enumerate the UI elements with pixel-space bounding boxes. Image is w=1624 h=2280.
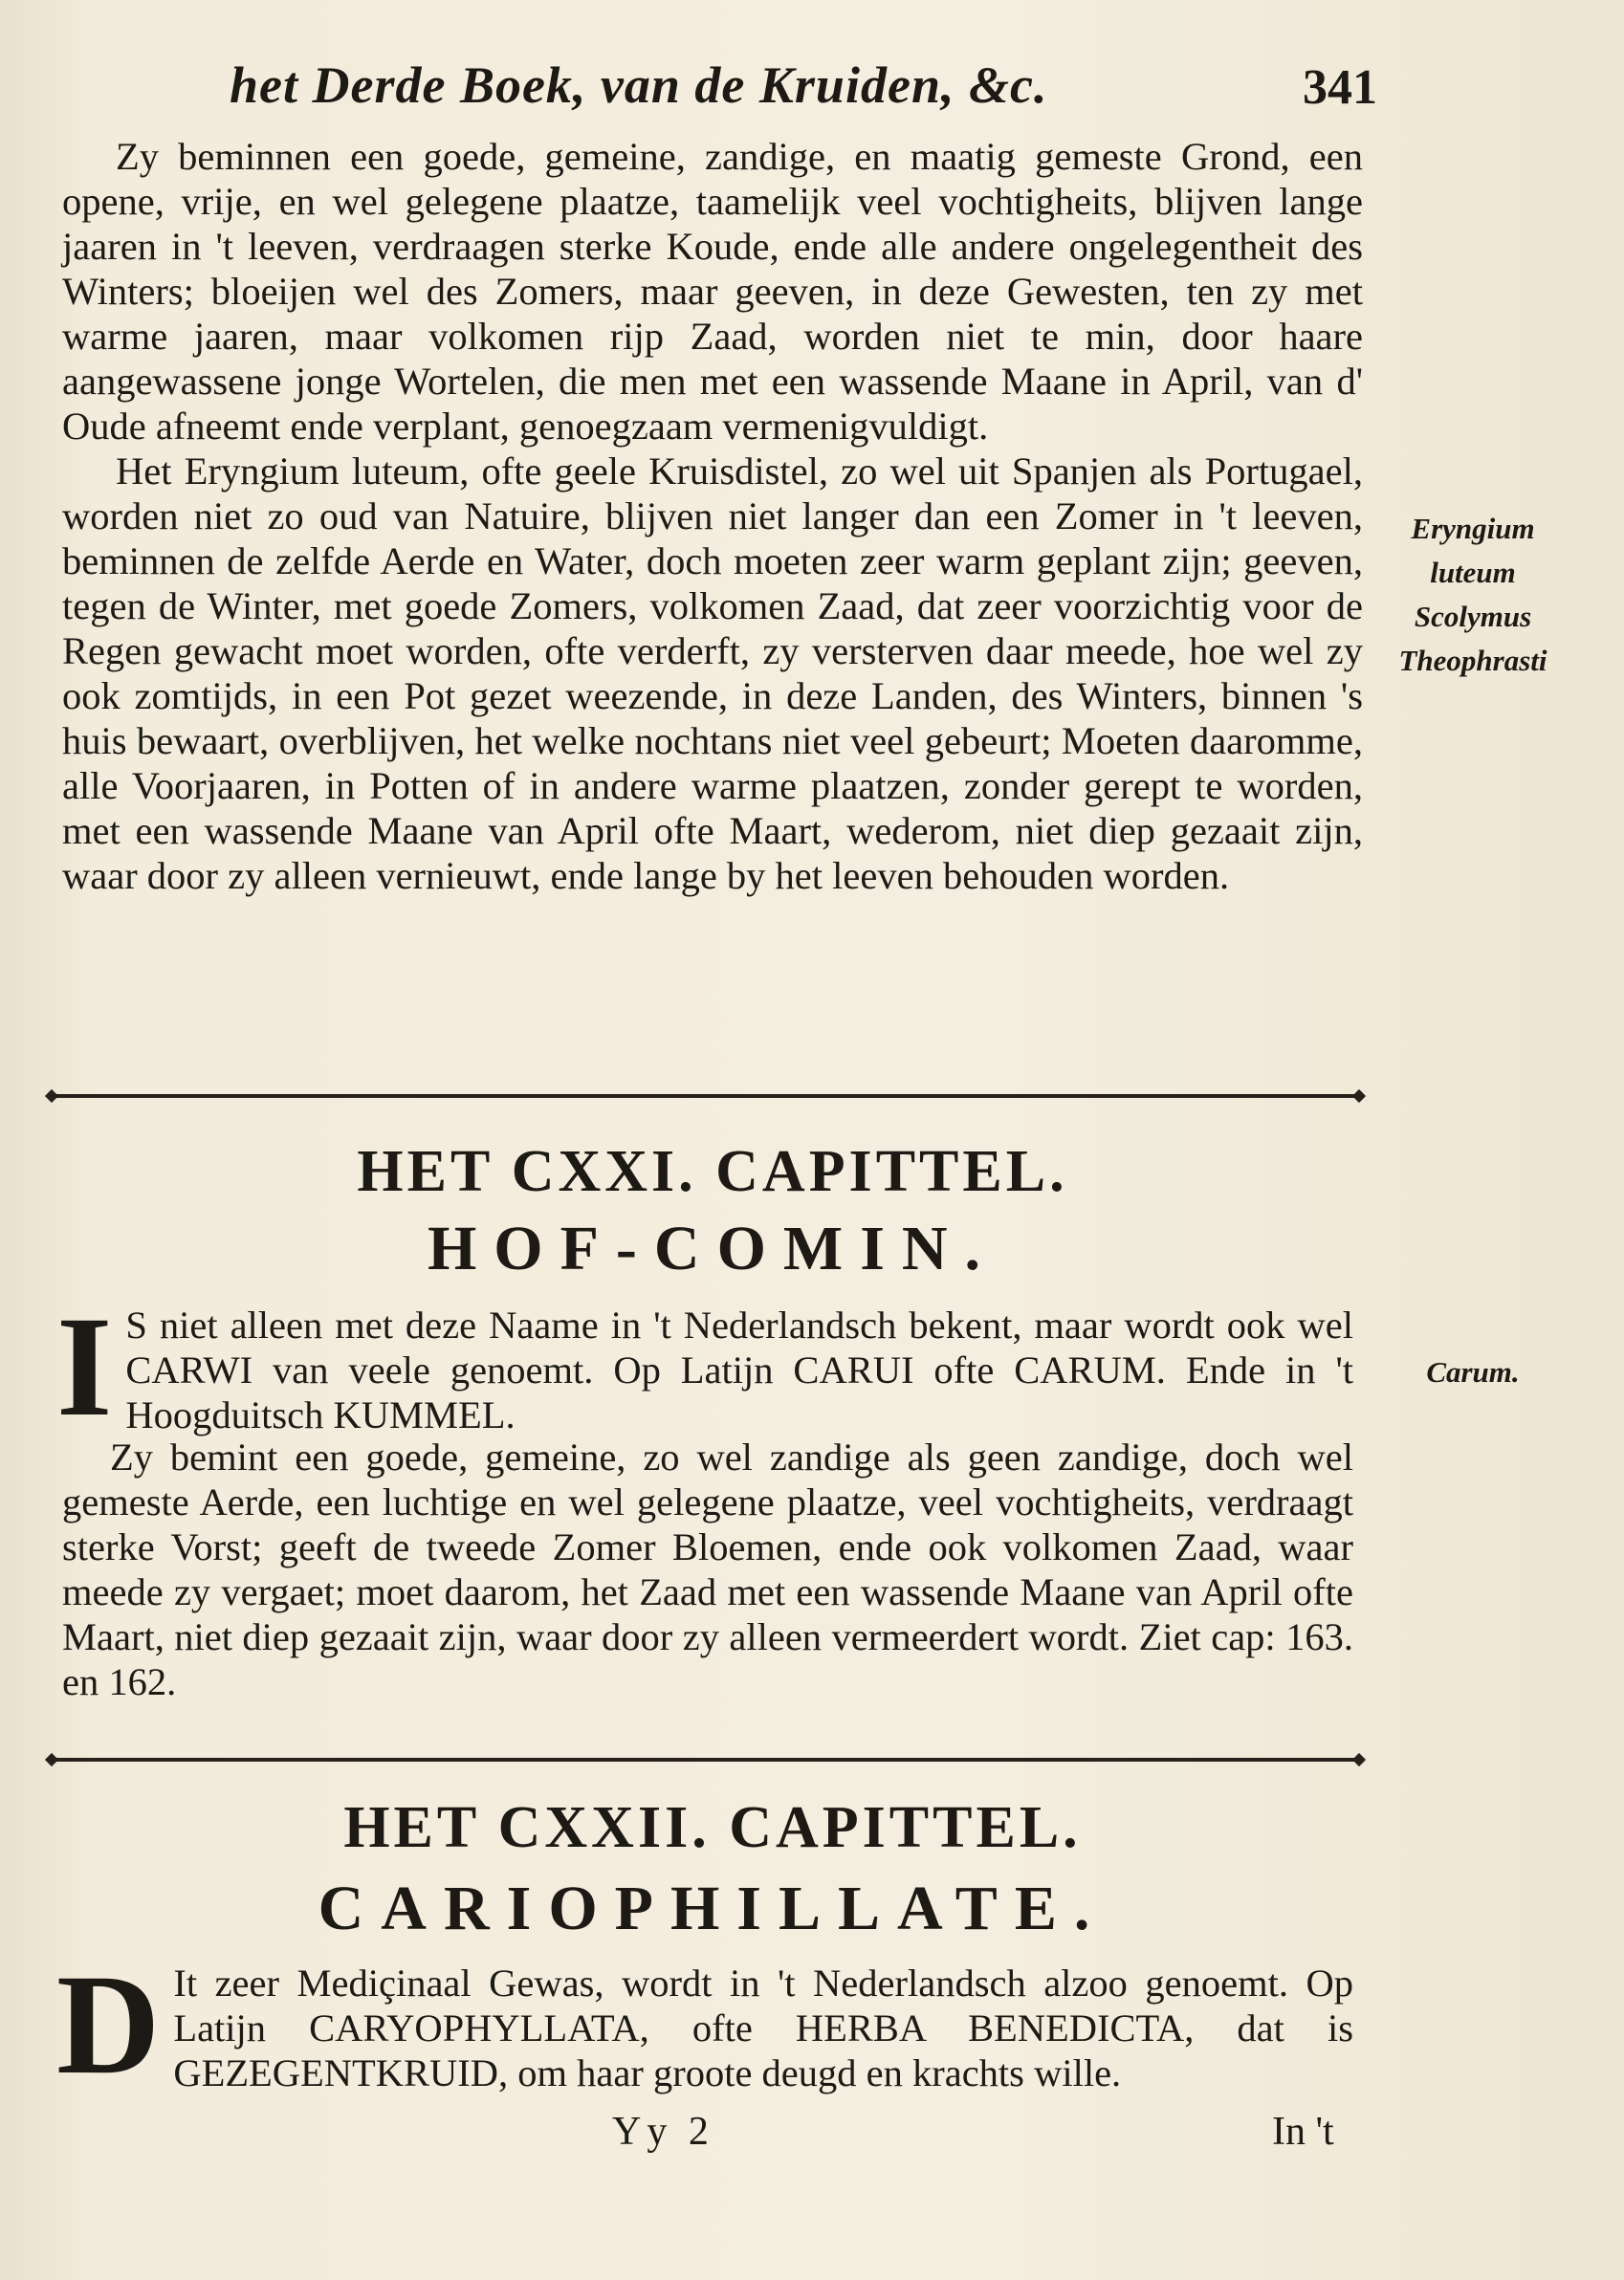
chapter-121-intro: [56, 1287, 1353, 1446]
chapter-121-intro-text: S niet alleen met deze Naame in 't Nederlandsch bekent, maar wordt ook wel CARWI van veele genoemt. Op Latijn CARUI ofte CARUM. Ende in 't Hoogduitsch KUMMEL.: [125, 1304, 1353, 1436]
chapter-121-paragraph: [62, 1435, 1353, 1704]
signature-mark: Yy 2: [612, 2110, 714, 2154]
page-number: 341: [1303, 60, 1377, 115]
chapter-121-plant-title: HOF-COMIN.: [427, 1214, 999, 1283]
section-1-text: [62, 134, 1363, 898]
paragraph-1: Zy beminnen een goede, gemeine, zandige, en maatig gemeste Grond, een opene, vrije, en wel gelegene plaatze, taamelijk veel vochtigheits, blijven lange jaaren in 't leeven, verdraagen sterke Koude, ende alle andere ongelegentheit des Winters; bloeijen wel des Zomers, maar geeven, in deze Gewesten, ten zy met warme jaaren, maar volkomen rijp Zaad, worden niet te min, door haare aangewassene jonge Wortelen, die men met een wassende Maane in April, van d' Oude afneemt ende verplant, genoegzaam vermenigvuldigt.: [62, 135, 1363, 448]
section-divider-2: [53, 1758, 1358, 1762]
drop-cap-i: I: [56, 1287, 113, 1446]
margin-note-carum: Carum.: [1426, 1355, 1520, 1389]
chapter-121-title: HET CXXI. CAPITTEL.: [357, 1139, 1068, 1204]
chapter-121-paragraph-text: Zy bemint een goede, gemeine, zo wel zandige als geen zandige, doch wel gemeste Aerde, een luchtige en wel gelegene plaatze, veel vochtigheits, verdraagt sterke Vorst; geeft de tweede Zomer Bloemen, ende ook volkomen Zaad, waar meede zy vergaet; moet daarom, het Zaad met een wassende Maane van April ofte Maart, niet diep gezaait zijn, waar door zy alleen vermeerdert wordt. Ziet cap: 163. en 162.: [62, 1436, 1353, 1703]
chapter-122-intro: [56, 1945, 1353, 2104]
margin-note-eryngium: Eryngium luteum: [1411, 512, 1535, 589]
chapter-122-plant-title: CARIOPHILLATE.: [318, 1874, 1108, 1943]
chapter-122-intro-text: It zeer Mediçinaal Gewas, wordt in 't Nederlandsch alzoo genoemt. Op Latijn CARYOPHYLLATA, ofte HERBA BENEDICTA, dat is GEZEGENTKRUID, om haar groote deugd en krachts wille.: [173, 1962, 1353, 2094]
paragraph-2: Het Eryngium luteum, ofte geele Kruisdistel, zo wel uit Spanjen als Portugael, worden niet zo oud van Natuire, blijven niet langer dan een Zomer in 't leeven, beminnen de zelfde Aerde en Water, doch moeten zeer warm geplant zijn; geeven, tegen de Winter, met goede Zomers, volkomen Zaad, dat zeer voorzichtig voor de Regen gewacht moet worden, ofte verderft, zy versterven daar meede, hoe wel zy ook zomtijds, in een Pot gezet weezende, in deze Landen, des Winters, binnen 's huis bewaart, overblijven, het welke nochtans niet veel gebeurt; Moeten daaromme, alle Voorjaaren, in Potten of in andere warme plaatzen, zonder gerept te worden, met een wassende Maane van April ofte Maart, wederom, niet diep gezaait zijn, waar door zy alleen vernieuwt, ende lange by het leeven behouden worden.: [62, 449, 1363, 897]
page-header: [57, 55, 1377, 122]
catchword: In 't: [1272, 2110, 1334, 2154]
margin-note-scolymus: Scolymus Theophrasti: [1398, 600, 1547, 677]
chapter-122-title: HET CXXII. CAPITTEL.: [343, 1795, 1082, 1860]
running-title: het Derde Boek, van de Kruiden, &c.: [230, 56, 1048, 114]
section-divider-1: [53, 1094, 1358, 1098]
drop-cap-d: D: [56, 1945, 161, 2104]
